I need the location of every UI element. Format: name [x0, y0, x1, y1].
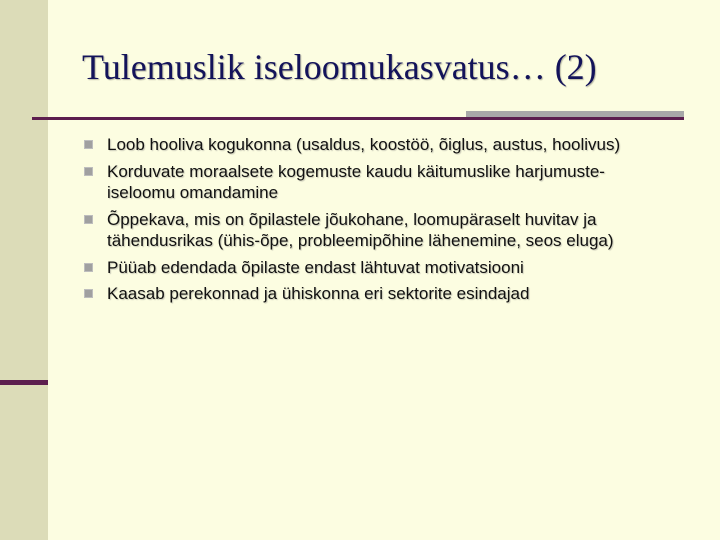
bullet-item — [82, 257, 642, 279]
bullet-item — [82, 283, 642, 305]
bullet-item — [82, 161, 642, 204]
bullet-text: Loob hooliva kogukonna (usaldus, koostöö, õiglus, austus, hoolivus) — [107, 135, 621, 154]
bullet-text: Kaasab perekonnad ja ühiskonna eri sektorite esindajad — [107, 284, 530, 303]
bullet-item — [82, 209, 642, 252]
square-bullet-icon — [84, 215, 93, 224]
slide-title: Tulemuslik iseloomukasvatus… (2) — [82, 47, 597, 87]
square-bullet-icon — [84, 140, 93, 149]
bullet-text: Püüab edendada õpilaste endast lähtuvat motivatsiooni — [107, 257, 524, 277]
square-bullet-icon — [84, 167, 93, 176]
square-bullet-icon — [84, 263, 93, 272]
bullet-item — [82, 134, 642, 156]
title-underline-rule — [32, 117, 684, 120]
bullet-text: Õppekava, mis on õpilastele jõukohane, loomupäraselt huvitav ja tähendusrikas (ühis-õpe, probleemipõhine lähenemine, seos eluga) — [107, 209, 614, 250]
bullet-text: Korduvate moraalsete kogemuste kaudu käitumuslike harjumuste-iseloomu omandamine — [107, 161, 605, 202]
left-decorative-band — [0, 0, 48, 540]
left-accent-bar — [0, 380, 48, 385]
square-bullet-icon — [84, 289, 93, 298]
bullet-list — [82, 134, 642, 310]
